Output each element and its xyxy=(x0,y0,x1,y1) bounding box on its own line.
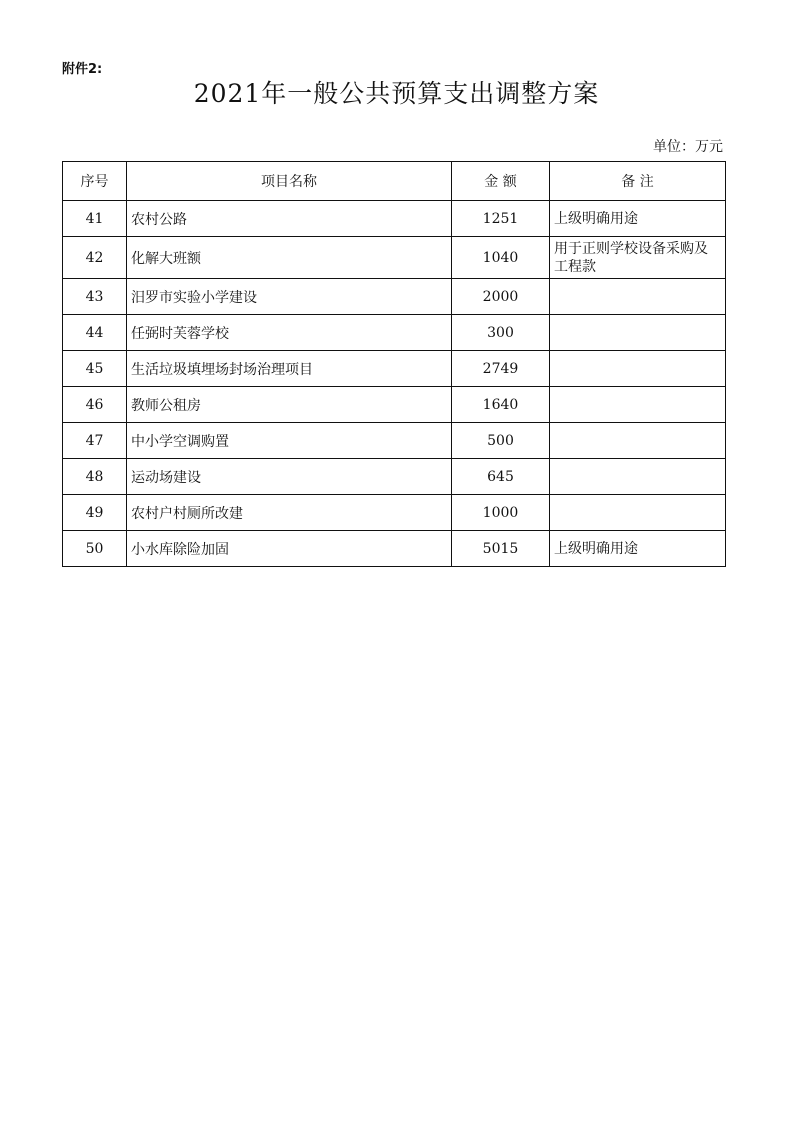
unit-label: 单位：万元 xyxy=(653,139,723,155)
page-title: 2021年一般公共预算支出调整方案 xyxy=(193,79,600,108)
row-name: 教师公租房 xyxy=(127,387,452,423)
row-seq: 44 xyxy=(63,315,127,351)
table-row xyxy=(63,201,726,237)
row-amount: 2749 xyxy=(452,351,550,387)
row-name: 任弼时芙蓉学校 xyxy=(127,315,452,351)
row-amount: 300 xyxy=(452,315,550,351)
header-amount: 金 额 xyxy=(452,162,550,201)
header-name: 项目名称 xyxy=(127,162,452,201)
row-seq: 49 xyxy=(63,495,127,531)
table-row xyxy=(63,459,726,495)
table-row xyxy=(63,237,726,279)
row-amount: 1251 xyxy=(452,201,550,237)
table-row xyxy=(63,351,726,387)
row-seq: 47 xyxy=(63,423,127,459)
row-name: 运动场建设 xyxy=(127,459,452,495)
row-name: 汨罗市实验小学建设 xyxy=(127,279,452,315)
row-amount: 5015 xyxy=(452,531,550,567)
row-seq: 50 xyxy=(63,531,127,567)
row-name: 中小学空调购置 xyxy=(127,423,452,459)
row-name: 农村户村厕所改建 xyxy=(127,495,452,531)
row-note: 用于正则学校设备采购及工程款 xyxy=(550,237,726,279)
row-name: 农村公路 xyxy=(127,201,452,237)
row-seq: 42 xyxy=(63,237,127,279)
row-amount: 500 xyxy=(452,423,550,459)
table-header-row xyxy=(63,162,726,201)
table-row xyxy=(63,531,726,567)
attachment-label: 附件2: xyxy=(62,62,103,77)
table-row xyxy=(63,495,726,531)
row-note: 上级明确用途 xyxy=(550,531,726,567)
table-row xyxy=(63,279,726,315)
row-name: 化解大班额 xyxy=(127,237,452,279)
row-note xyxy=(550,387,726,423)
row-seq: 43 xyxy=(63,279,127,315)
row-seq: 46 xyxy=(63,387,127,423)
table-row xyxy=(63,315,726,351)
row-note xyxy=(550,459,726,495)
row-note xyxy=(550,351,726,387)
row-note xyxy=(550,423,726,459)
table-row xyxy=(63,387,726,423)
header-seq: 序号 xyxy=(63,162,127,201)
row-name: 小水库除险加固 xyxy=(127,531,452,567)
row-name: 生活垃圾填埋场封场治理项目 xyxy=(127,351,452,387)
budget-table xyxy=(62,161,726,567)
table-row xyxy=(63,423,726,459)
row-amount: 1640 xyxy=(452,387,550,423)
row-note xyxy=(550,495,726,531)
row-seq: 45 xyxy=(63,351,127,387)
row-seq: 48 xyxy=(63,459,127,495)
row-note: 上级明确用途 xyxy=(550,201,726,237)
row-seq: 41 xyxy=(63,201,127,237)
row-note xyxy=(550,315,726,351)
header-note: 备 注 xyxy=(550,162,726,201)
row-note xyxy=(550,279,726,315)
row-amount: 1000 xyxy=(452,495,550,531)
row-amount: 2000 xyxy=(452,279,550,315)
row-amount: 645 xyxy=(452,459,550,495)
row-amount: 1040 xyxy=(452,237,550,279)
